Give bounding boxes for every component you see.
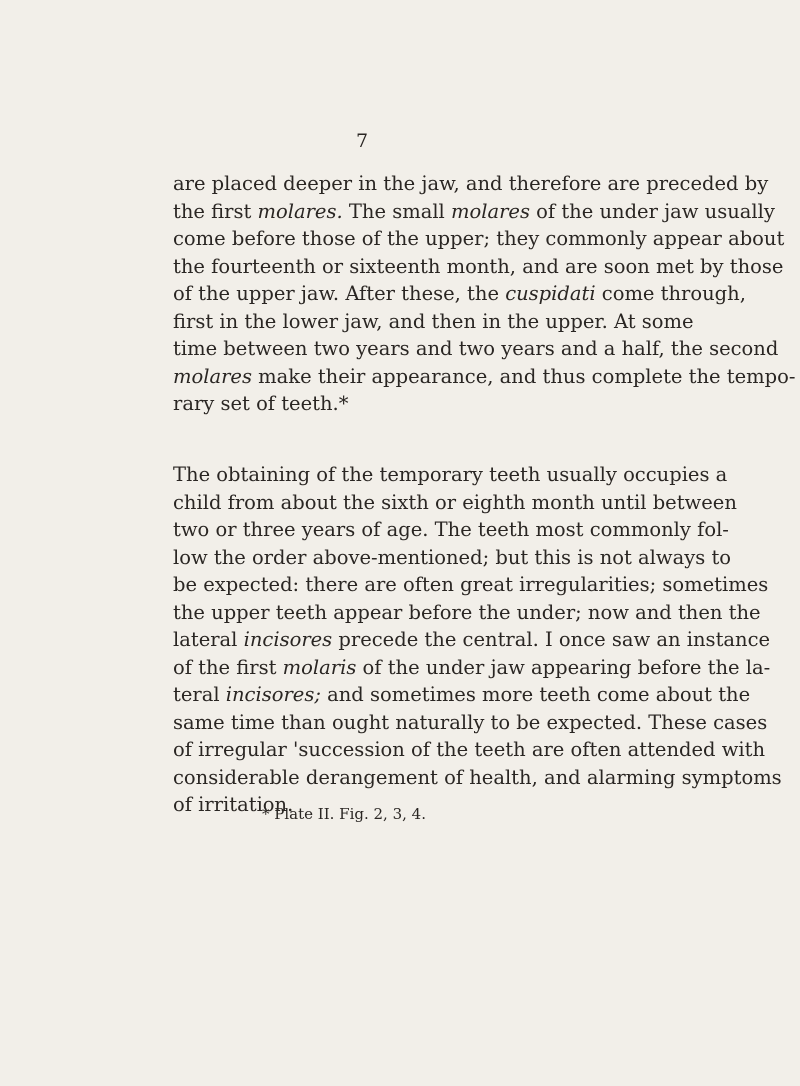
text-run: of the upper jaw. After these, the: [173, 282, 506, 305]
text-run: rary set of teeth.*: [173, 392, 349, 415]
text-run: are placed deeper in the jaw, and therefore are preceded by: [173, 172, 769, 195]
italic-term: molares: [451, 199, 530, 223]
text-line: [173, 764, 782, 792]
text-run: of the first: [173, 655, 283, 679]
text-line: [173, 736, 766, 764]
page-number: 7: [356, 130, 369, 152]
text-line: [173, 335, 779, 363]
text-line: [173, 225, 785, 253]
text-run: two or three years of age. The teeth most commonly fol-: [173, 518, 729, 541]
text-run: lateral: [173, 628, 244, 651]
text-run: make their appearance, and thus complete the tempo-: [251, 364, 796, 388]
text-line: [173, 489, 737, 517]
italic-term: molares: [173, 364, 252, 388]
text-line: [173, 599, 761, 627]
text-run: come through,: [595, 282, 746, 305]
text-line: [173, 280, 746, 308]
text-run: and sometimes more teeth come about the: [320, 683, 751, 706]
text-run: low the order above-mentioned; but this is not always to: [173, 545, 732, 569]
text-line: [173, 198, 775, 226]
text-run: of irritation.: [173, 793, 294, 816]
text-run: of irregular 'succession of the teeth are often attended with: [173, 738, 766, 761]
text-line: [173, 461, 728, 489]
footnote: * Plate II. Fig. 2, 3, 4.: [262, 805, 426, 823]
text-run: considerable derangement of health, and alarming symptoms: [173, 765, 782, 789]
text-line: [173, 626, 771, 654]
italic-term: molaris: [282, 655, 357, 679]
text-line: [173, 390, 621, 418]
text-run: the fourteenth or sixteenth month, and are soon met by those: [173, 254, 784, 278]
text-line: [173, 308, 694, 336]
text-line: [173, 709, 768, 737]
text-line: [173, 363, 796, 391]
text-line: [173, 544, 732, 572]
text-run: of the under jaw usually: [529, 199, 775, 223]
italic-term: molares.: [257, 199, 343, 223]
text-line: [173, 170, 769, 198]
text-line: [173, 681, 751, 709]
text-run: the first: [173, 199, 258, 223]
text-run: same time than ought naturally to be expected. These cases: [173, 710, 768, 734]
text-run: time between two years and two years and a half, the second: [173, 337, 779, 360]
italic-term: incisores: [243, 628, 333, 651]
text-run: come before those of the upper; they commonly appear about: [173, 227, 785, 250]
text-run: The obtaining of the temporary teeth usually occupies a: [173, 463, 728, 486]
text-line: [173, 253, 784, 281]
italic-term: cuspidati: [505, 282, 596, 305]
paragraph-1: [173, 170, 796, 418]
text-run: first in the lower jaw, and then in the upper. At some: [173, 309, 694, 333]
text-line: [173, 516, 729, 544]
text-line: [173, 654, 771, 682]
text-run: child from about the sixth or eighth month until between: [173, 490, 737, 514]
text-run: precede the central. I once saw an instance: [332, 628, 771, 651]
text-line: [173, 571, 769, 599]
paragraph-2: [173, 461, 782, 819]
text-run: the upper teeth appear before the under; now and then the: [173, 600, 761, 624]
text-run: be expected: there are often great irregularities; sometimes: [173, 573, 769, 596]
text-run: teral: [173, 683, 226, 706]
italic-term: incisores;: [225, 683, 321, 706]
text-run: The small: [342, 199, 451, 223]
text-run: of the under jaw appearing before the la-: [356, 655, 771, 679]
